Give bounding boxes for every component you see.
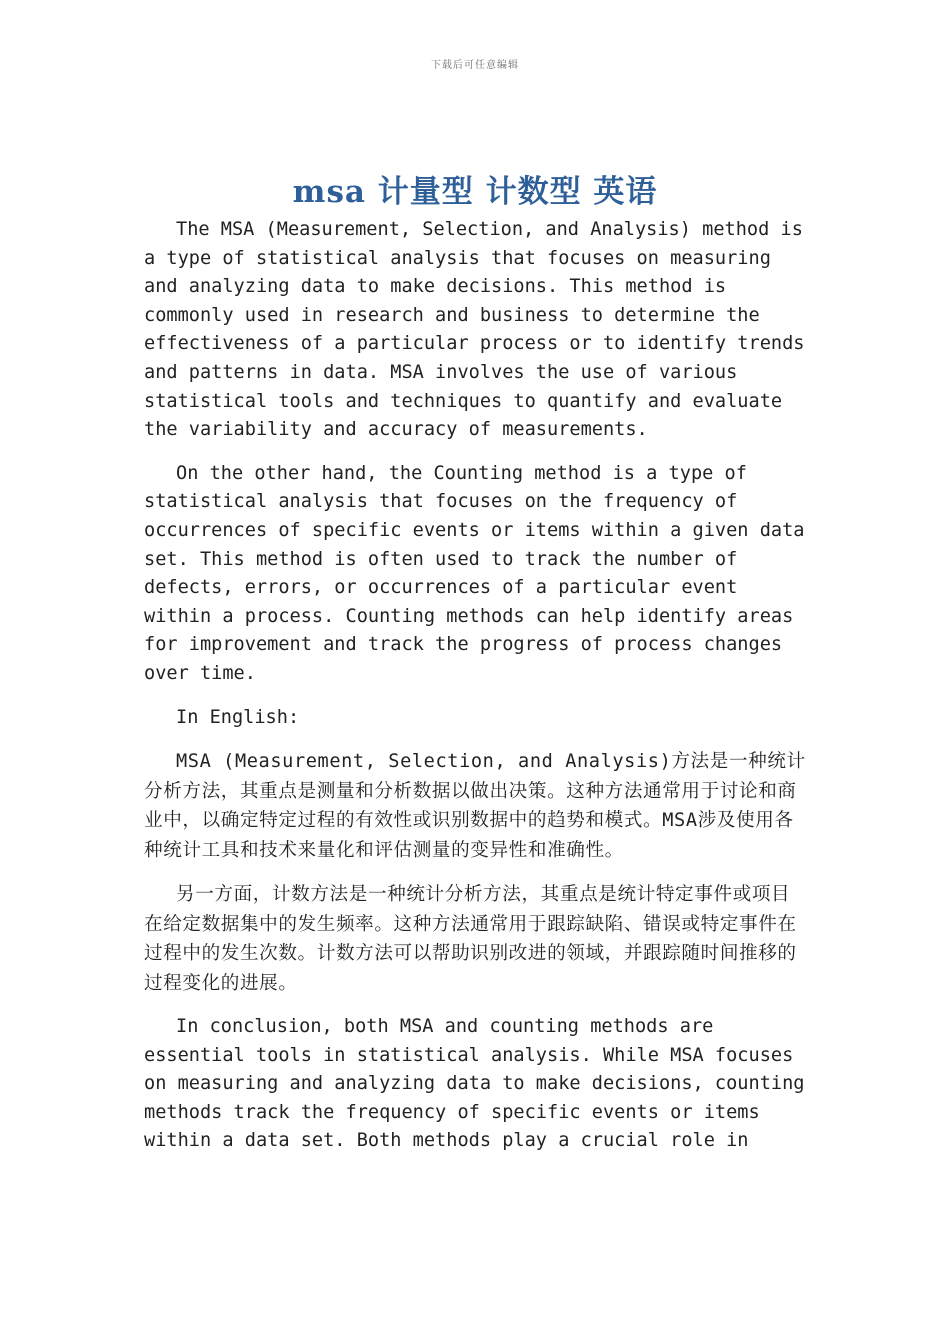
paragraph-counting-intro: On the other hand, the Counting method is a type of statistical analysis that focuses on the frequency of occurrences of specific events or items within a given data set. This method is often used to track the number of defects, errors, or occurrences of a particular event within a process. Counting methods can help identify areas for improvement and track the progress of process changes over time. — [144, 462, 805, 684]
paragraph-counting-chinese: 另一方面，计数方法是一种统计分析方法，其重点是统计特定事件或项目在给定数据集中的发生频率。这种方法通常用于跟踪缺陷、错误或特定事件在过程中的发生次数。计数方法可以帮助识别改进的领域，并跟踪随时间推移的过程变化的进展。 — [144, 884, 797, 994]
document-title: msa 计量型 计数型 英语 — [292, 174, 658, 210]
paragraph-conclusion: In conclusion, both MSA and counting methods are essential tools in statistical analysis. While MSA focuses on measuring and analyzing data to make decisions, counting methods track the frequency of specific events or items within a data set. Both methods play a crucial role in — [144, 1016, 805, 1152]
document-body — [144, 216, 806, 1171]
paragraph-in-english-label: In English: — [176, 706, 300, 728]
header-note: 下载后可任意编辑 — [431, 60, 519, 71]
paragraph-msa-chinese: MSA (Measurement, Selection, and Analysis)方法是一种统计分析方法，其重点是测量和分析数据以做出决策。这种方法通常用于讨论和商业中，以确定特定过程的有效性或识别数据中的趋势和模式。MSA涉及使用各种统计工具和技术来量化和评估测量的变异性和准确性。 — [144, 751, 806, 861]
paragraph-msa-intro: The MSA (Measurement, Selection, and Analysis) method is a type of statistical analysis that focuses on measuring and analyzing data to make decisions. This method is commonly used in research and business to determine the effectiveness of a particular process or to identify trends and patterns in data. MSA involves the use of various statistical tools and techniques to quantify and evaluate the variability and accuracy of measurements. — [144, 219, 805, 441]
